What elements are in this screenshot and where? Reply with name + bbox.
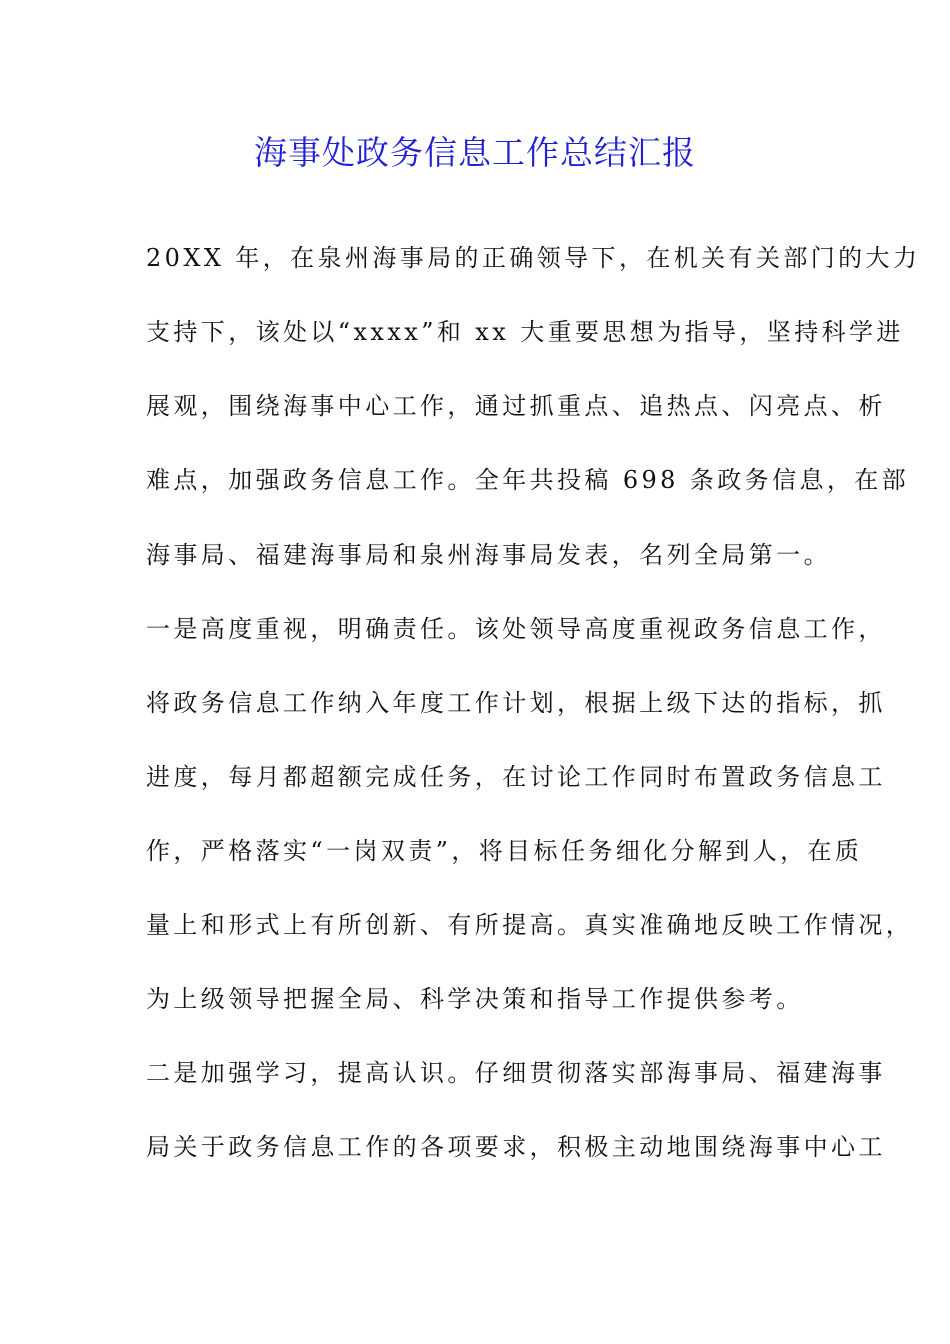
body-line: 展观，围绕海事中心工作，通过抓重点、追热点、闪亮点、析 bbox=[146, 392, 886, 420]
document-title: 海事处政务信息工作总结汇报 bbox=[254, 133, 696, 172]
body-line: 难点，加强政务信息工作。全年共投稿 698 条政务信息，在部 bbox=[146, 466, 910, 494]
body-line: 局关于政务信息工作的各项要求，积极主动地围绕海事中心工 bbox=[146, 1133, 886, 1161]
body-line: 进度，每月都超额完成任务，在讨论工作同时布置政务信息工 bbox=[146, 763, 886, 791]
body-line: 一是高度重视，明确责任。该处领导高度重视政务信息工作， bbox=[146, 615, 886, 643]
body-line: 将政务信息工作纳入年度工作计划，根据上级下达的指标，抓 bbox=[146, 689, 886, 717]
body-line: 二是加强学习，提高认识。仔细贯彻落实部海事局、福建海事 bbox=[146, 1059, 886, 1087]
body-line: 海事局、福建海事局和泉州海事局发表，名列全局第一。 bbox=[146, 541, 831, 569]
body-line: 作，严格落实“一岗双责”，将目标任务细化分解到人，在质 bbox=[146, 837, 863, 865]
body-line: 20XX 年，在泉州海事局的正确领导下，在机关有关部门的大力 bbox=[146, 244, 921, 272]
body-line: 为上级领导把握全局、科学决策和指导工作提供参考。 bbox=[146, 985, 804, 1013]
body-line: 支持下，该处以“xxxx”和 xx 大重要思想为指导，坚持科学进 bbox=[146, 318, 904, 346]
body-line: 量上和形式上有所创新、有所提高。真实准确地反映工作情况， bbox=[146, 911, 914, 939]
